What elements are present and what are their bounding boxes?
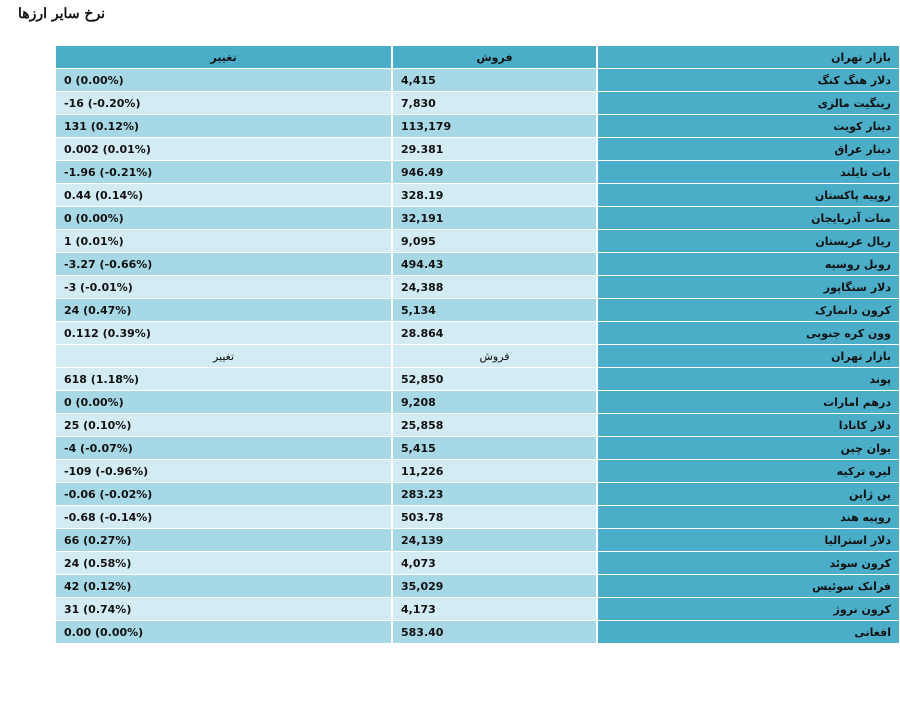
change-cell: -109 (-0.96%) xyxy=(56,460,391,482)
sell-price-cell: 328.19 xyxy=(391,184,596,206)
currency-name-cell: ریال عربستان xyxy=(596,230,899,252)
change-cell: 0.44 (0.14%) xyxy=(56,184,391,206)
table-row xyxy=(56,483,899,505)
change-cell: 0.002 (0.01%) xyxy=(56,138,391,160)
change-cell: 1 (0.01%) xyxy=(56,230,391,252)
table-row xyxy=(56,391,899,413)
currency-name-cell: روپیه پاکستان xyxy=(596,184,899,206)
change-cell: 0 (0.00%) xyxy=(56,391,391,413)
sell-price-cell: 11,226 xyxy=(391,460,596,482)
currency-name-cell: منات آذربایجان xyxy=(596,207,899,229)
currency-name-cell: کرون دانمارک xyxy=(596,299,899,321)
change-cell: 618 (1.18%) xyxy=(56,368,391,390)
market-header-2: بازار تهران xyxy=(596,345,899,367)
change-cell: 131 (0.12%) xyxy=(56,115,391,137)
change-cell: -0.68 (-0.14%) xyxy=(56,506,391,528)
sell-price-cell: 283.23 xyxy=(391,483,596,505)
change-cell: -4 (-0.07%) xyxy=(56,437,391,459)
currency-name-cell: کرون نروژ xyxy=(596,598,899,620)
table-row xyxy=(56,529,899,551)
table-row xyxy=(56,460,899,482)
change-cell: 66 (0.27%) xyxy=(56,529,391,551)
change-header-2: تغییر xyxy=(56,345,391,367)
sell-price-cell: 583.40 xyxy=(391,621,596,643)
currency-name-cell: فرانک سوئیس xyxy=(596,575,899,597)
currency-name-cell: پوند xyxy=(596,368,899,390)
table-header-row-2 xyxy=(56,345,899,367)
change-cell: -1.96 (-0.21%) xyxy=(56,161,391,183)
table-header-row xyxy=(56,46,899,68)
table-row xyxy=(56,299,899,321)
currency-name-cell: دلار هنگ کنگ xyxy=(596,69,899,91)
change-cell: 24 (0.58%) xyxy=(56,552,391,574)
currency-name-cell: وون کره جنوبی xyxy=(596,322,899,344)
currency-name-cell: کرون سوئد xyxy=(596,552,899,574)
change-cell: 25 (0.10%) xyxy=(56,414,391,436)
sell-price-cell: 9,095 xyxy=(391,230,596,252)
currency-name-cell: دینار عراق xyxy=(596,138,899,160)
table-row xyxy=(56,161,899,183)
change-cell: -3 (-0.01%) xyxy=(56,276,391,298)
currency-name-cell: دلار کانادا xyxy=(596,414,899,436)
table-row xyxy=(56,368,899,390)
table-row xyxy=(56,621,899,643)
table-row xyxy=(56,414,899,436)
sell-price-cell: 4,073 xyxy=(391,552,596,574)
sell-price-cell: 35,029 xyxy=(391,575,596,597)
table-row xyxy=(56,322,899,344)
sell-price-cell: 9,208 xyxy=(391,391,596,413)
table-row xyxy=(56,115,899,137)
change-cell: 0 (0.00%) xyxy=(56,69,391,91)
currency-name-cell: یوان چین xyxy=(596,437,899,459)
page-title: نرخ سایر ارزها xyxy=(18,6,106,22)
table-row xyxy=(56,276,899,298)
market-header: بازار تهران xyxy=(596,46,899,68)
table-row xyxy=(56,230,899,252)
sell-price-cell: 503.78 xyxy=(391,506,596,528)
currency-name-cell: دینار کویت xyxy=(596,115,899,137)
table-row xyxy=(56,69,899,91)
change-cell: -0.06 (-0.02%) xyxy=(56,483,391,505)
currency-name-cell: ین ژاپن xyxy=(596,483,899,505)
change-cell: 0.00 (0.00%) xyxy=(56,621,391,643)
sell-price-cell: 52,850 xyxy=(391,368,596,390)
table-row xyxy=(56,253,899,275)
sell-price-cell: 946.49 xyxy=(391,161,596,183)
sell-price-cell: 5,415 xyxy=(391,437,596,459)
change-header: تغییر xyxy=(56,46,391,68)
currency-name-cell: دلار سنگاپور xyxy=(596,276,899,298)
rates-table-body xyxy=(56,46,899,643)
currency-rates-table xyxy=(56,45,899,644)
sell-price-cell: 29.381 xyxy=(391,138,596,160)
sell-price-cell: 494.43 xyxy=(391,253,596,275)
sell-header: فروش xyxy=(391,46,596,68)
sell-price-cell: 4,173 xyxy=(391,598,596,620)
sell-price-cell: 24,139 xyxy=(391,529,596,551)
change-cell: 0 (0.00%) xyxy=(56,207,391,229)
currency-name-cell: روپیه هند xyxy=(596,506,899,528)
currency-name-cell: درهم امارات xyxy=(596,391,899,413)
currency-name-cell: افغانی xyxy=(596,621,899,643)
table-row xyxy=(56,506,899,528)
sell-price-cell: 7,830 xyxy=(391,92,596,114)
change-cell: -16 (-0.20%) xyxy=(56,92,391,114)
currency-name-cell: بات تایلند xyxy=(596,161,899,183)
currency-name-cell: دلار استرالیا xyxy=(596,529,899,551)
table-row xyxy=(56,207,899,229)
table-row xyxy=(56,598,899,620)
sell-price-cell: 25,858 xyxy=(391,414,596,436)
sell-price-cell: 113,179 xyxy=(391,115,596,137)
table-row xyxy=(56,575,899,597)
sell-header-2: فروش xyxy=(391,345,596,367)
table-row xyxy=(56,437,899,459)
currency-name-cell: روبل روسیه xyxy=(596,253,899,275)
change-cell: 31 (0.74%) xyxy=(56,598,391,620)
table-row xyxy=(56,184,899,206)
sell-price-cell: 4,415 xyxy=(391,69,596,91)
sell-price-cell: 24,388 xyxy=(391,276,596,298)
change-cell: 24 (0.47%) xyxy=(56,299,391,321)
currency-name-cell: رینگیت مالزی xyxy=(596,92,899,114)
table-row xyxy=(56,92,899,114)
currency-name-cell: لیره ترکیه xyxy=(596,460,899,482)
change-cell: 0.112 (0.39%) xyxy=(56,322,391,344)
sell-price-cell: 32,191 xyxy=(391,207,596,229)
sell-price-cell: 28.864 xyxy=(391,322,596,344)
table-row xyxy=(56,138,899,160)
change-cell: 42 (0.12%) xyxy=(56,575,391,597)
table-row xyxy=(56,552,899,574)
sell-price-cell: 5,134 xyxy=(391,299,596,321)
change-cell: -3.27 (-0.66%) xyxy=(56,253,391,275)
